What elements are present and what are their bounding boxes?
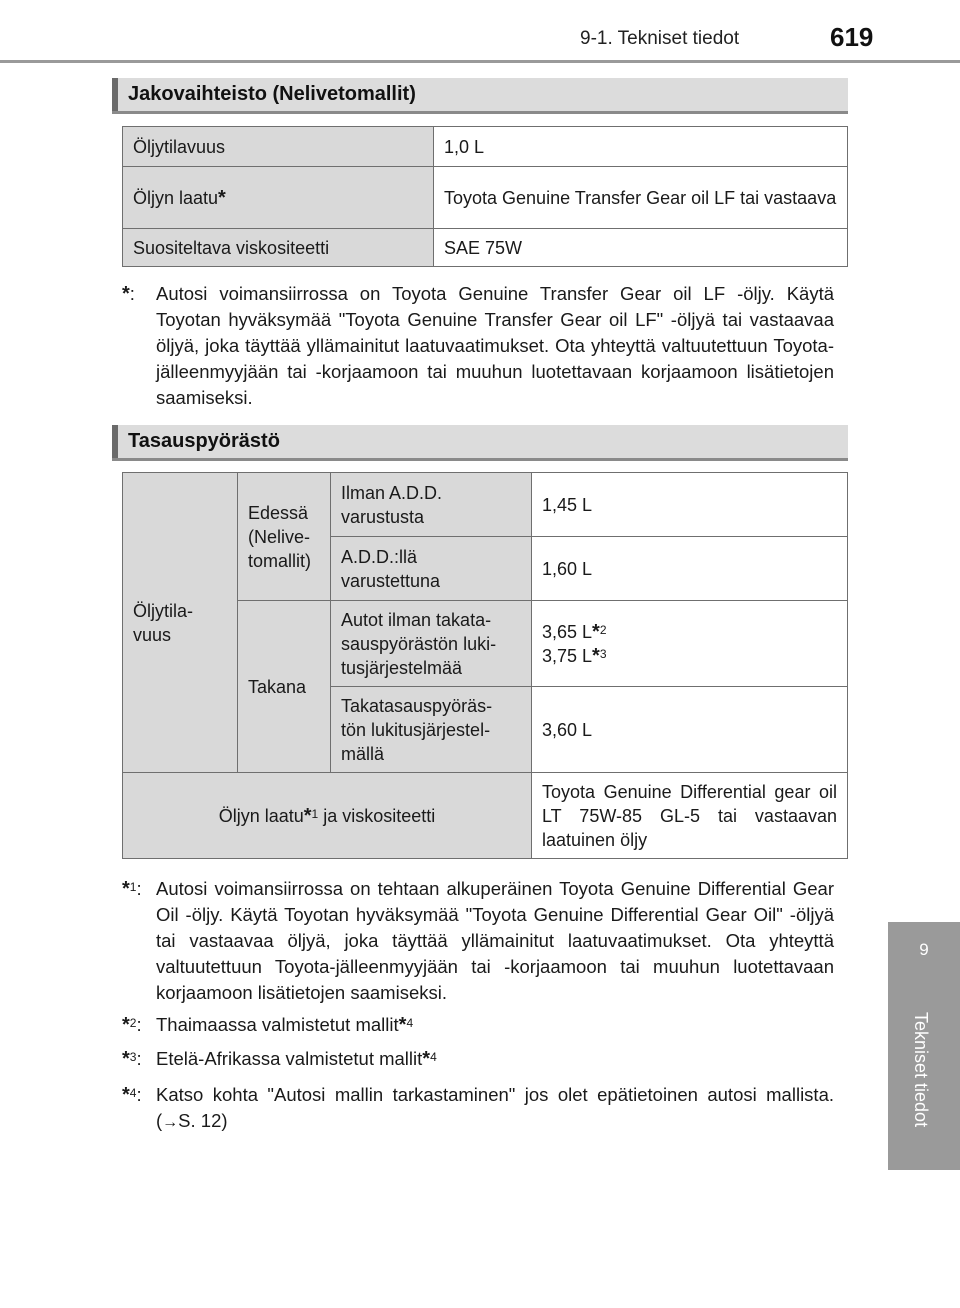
- footnote-ref: 1: [129, 880, 137, 894]
- diff-rear-label: Takana: [238, 601, 331, 773]
- chapter-tab[interactable]: [888, 922, 960, 1170]
- footnote-marker: *$^1$:: [122, 878, 142, 900]
- footnote-3: [122, 1046, 834, 1072]
- transfer-quality-label: Öljyn laatu: [133, 187, 219, 208]
- asterisk-icon: *: [592, 644, 600, 667]
- footnote-ref: 4: [129, 1086, 137, 1100]
- footnote-4-end: ): [221, 1110, 228, 1131]
- chapter-label: Tekniset tiedot: [911, 1012, 931, 1128]
- page-number: 619: [830, 22, 874, 52]
- asterisk-icon: *: [122, 283, 130, 305]
- diff-rear-no-lock-value-2: 3,75 L: [542, 645, 593, 666]
- transfer-viscosity-label: Suositeltava viskositeetti: [123, 229, 434, 267]
- footnote-ref: 4: [430, 1050, 437, 1064]
- transfer-section-heading: [112, 78, 848, 114]
- transfer-quality-label-cell: [123, 167, 434, 229]
- footnote-ref: 4: [406, 1016, 414, 1030]
- diff-front-add-label: A.D.D.:llä varustettuna: [331, 537, 532, 601]
- footnote-marker: *$^2$:: [122, 1014, 142, 1036]
- asterisk-icon: *: [122, 1014, 130, 1036]
- footnote-ref: 2: [129, 1016, 137, 1030]
- section-header: 9-1. Tekniset tiedot: [580, 28, 740, 49]
- diff-rear-no-lock-value-cell: [532, 601, 848, 687]
- footnote-ref: 3: [599, 646, 607, 661]
- footnote-ref: 1: [311, 806, 319, 821]
- diff-quality-label-b: ja viskositeetti: [318, 805, 436, 826]
- diff-quality-label-a: Öljyn laatu: [218, 805, 304, 826]
- differential-section-title: Tasauspyörästö: [128, 430, 280, 452]
- diff-front-label: Edessä (Nelive- tomallit): [238, 473, 331, 601]
- page-reference-link[interactable]: S. 12: [178, 1110, 222, 1131]
- asterisk-icon: *: [398, 1014, 407, 1036]
- heading-accent: [112, 78, 118, 111]
- diff-front-no-add-value: 1,45 L: [532, 473, 848, 537]
- footnote-ref: 2: [599, 622, 607, 637]
- arrow-right-icon: →: [162, 1114, 179, 1131]
- differential-section-heading: [112, 425, 848, 461]
- footnote-2-text: Thaimaassa valmistetut mallit: [156, 1014, 399, 1035]
- footnote-marker: *:: [122, 283, 135, 305]
- asterisk-icon: *: [592, 620, 600, 643]
- footnote-2: [122, 1012, 834, 1038]
- diff-capacity-label: Öljytila- vuus: [123, 473, 238, 773]
- footnote-marker: *$^3$:: [122, 1048, 142, 1070]
- transfer-viscosity-value: SAE 75W: [434, 229, 848, 267]
- diff-rear-no-lock-label: Autot ilman takata- sauspyörästön luki- tusjärjestelmää: [331, 601, 532, 687]
- diff-quality-value: Toyota Genuine Differential gear oil LT 75W-85 GL-5 tai vastaavan laatuinen öljy: [532, 773, 848, 859]
- differential-spec-table: [122, 472, 848, 859]
- asterisk-icon: *: [422, 1048, 431, 1070]
- asterisk-icon: *: [122, 1084, 130, 1106]
- asterisk-icon: *: [122, 878, 130, 900]
- diff-front-no-add-label: Ilman A.D.D. varustusta: [331, 473, 532, 537]
- transfer-capacity-label: Öljytilavuus: [123, 127, 434, 167]
- footnote-ref: 3: [129, 1050, 137, 1064]
- diff-front-add-value: 1,60 L: [532, 537, 848, 601]
- footnote-4-text: Katso kohta "Autosi mallin tarkastaminen" jos olet epätietoinen autosi mallista. (: [156, 1084, 834, 1131]
- transfer-section-title: Jakovaihteisto (Nelivetomallit): [128, 83, 416, 105]
- asterisk-icon: *: [303, 804, 312, 827]
- diff-rear-lock-label: Takatasauspyöräs- tön lukitusjärjestel- mällä: [331, 687, 532, 773]
- footnote-4: [122, 1082, 834, 1136]
- transfer-spec-table: [122, 126, 848, 267]
- transfer-footnote: [122, 281, 834, 411]
- transfer-footnote-text: Autosi voimansiirrossa on Toyota Genuine Transfer Gear oil LF -öljy. Käytä Toyotan hyväksymää "Toyota Genuine Transfer Gear oil LF" -öljyä tai vastaavaa öljyä, joka täyttää yllämainitut laatuvaatimukset. Ota yhteyttä valtuutettuun Toyota-jälleenmyyjään tai -korjaamoon tai muuhun luotettavaan korjaamoon lisätietojen saamiseksi.: [156, 283, 834, 408]
- header-divider: [0, 60, 960, 63]
- footnote-1-text: Autosi voimansiirrossa on tehtaan alkuperäinen Toyota Genuine Differential Gear Oil -öljy. Käytä Toyotan hyväksymää "Toyota Genuine Differential Gear Oil" -öljyä tai vastaavaa öljyä, joka täyttää yllämainitut laatuvaatimukset. Ota yhteyttä valtuutettuun Toyota-jälleenmyyjään tai -korjaamoon tai muuhun luotettavaan korjaamoon lisätietojen saamiseksi.: [156, 878, 834, 1003]
- transfer-quality-value: Toyota Genuine Transfer Gear oil LF tai vastaava: [434, 167, 848, 229]
- diff-rear-no-lock-value-1: 3,65 L: [542, 621, 593, 642]
- diff-quality-label-cell: [123, 773, 532, 859]
- transfer-capacity-value: 1,0 L: [434, 127, 848, 167]
- footnote-1: [122, 876, 834, 1006]
- footnote-marker: *$^4$:: [122, 1084, 142, 1106]
- heading-accent: [112, 425, 118, 458]
- footnote-3-text: Etelä-Afrikassa valmistetut mallit: [156, 1048, 423, 1069]
- asterisk-icon: *: [218, 186, 226, 209]
- asterisk-icon: *: [122, 1048, 130, 1070]
- chapter-number: 9: [919, 940, 929, 959]
- diff-rear-lock-value: 3,60 L: [532, 687, 848, 773]
